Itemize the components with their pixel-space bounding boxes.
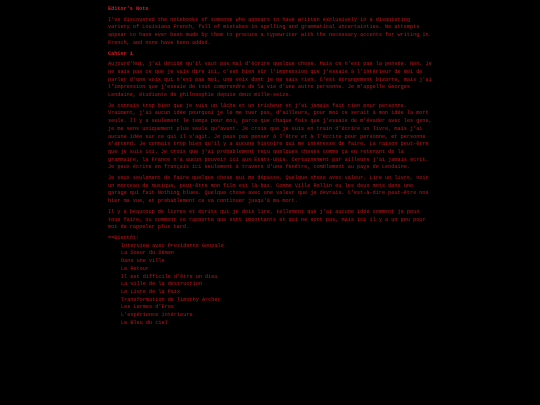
toc-item: Les Larmes d'Eros [121,304,174,311]
toc-item: Le Bleu du ciel [121,319,168,326]
toc-label: ==Bientôt: [108,234,140,241]
toc-list [108,243,434,328]
chapter-heading: Cahier 1 [108,50,133,57]
editors-note-heading: Editor's Note [108,6,149,12]
editors-note-text: I've discovered the notebooks of someone who appears to have written exclusively in a disquieting variety of Louisiana French, full of mistakes in spelling and grammatical uncertainties. No attempts appear to have ever been made by them to procure a typewriter with the necessary accents for writing in French, and none have been added. [108,16,429,46]
toc-item: Le Livre de la Paix [121,288,181,295]
toc-item: Le Retour [121,265,150,272]
toc-item: Il est difficile d'être un dieu [121,273,218,280]
toc-item: L'expérience intérieure [121,312,193,319]
paragraph-4: Il y a beaucoup de livres et écrits qui je dois lire, tellement que j'ai aucune idée comment je peux tous faire, ou comment ce rapporte que sont importants et qui ne sont pas, mais ici il y a un peu pour moi de rappeler plus tard. [108,208,426,231]
toc-item: Transformation de Timothy Archer [121,296,221,303]
toc-item: Interview avec Presidente Gonzalo [121,242,224,249]
paragraph-1: Aujourd'hui, j'ai décidé qu'il vaut pas mal d'écrire quelque chose. Mais ce n'est pas la pensée. Non. Je ne sais pas ce que je vais dire ici, c'est bien sûr l'impression que j'essaie à l'intérieur de moi de parler d'une voix qui n'est pas moi, une voix dont je ne sais rien. C'est étrangement bizarre, mais j'ai l'impression que j'essaie de tout comprendre de la vie d'une autre personne. Je m'appelle Georges Lendaine, étudiante de philosophie depuis deux mille-seize. [108,61,432,99]
text-document [108,6,434,327]
toc-item: La Soeur du Démon [121,250,174,257]
toc-item: Dans une ville [121,258,165,265]
paragraph-2: Je connais trop bien que je suis un lâche et un tricheur et j'ai jamais fait rien pour personne. Vraiment, j'ai aucun idée pourquoi je le me tuer pas, d'ailleurs, pour moi ce serait à mon idée la mort seule. Il y a seulement le temps pour moi, parce que chaque fois que j'essaie de m'évader avec les gens, je me sens uniquement plus seule qu'avant. Je crois que je suis en train d'écrire un livre, mais j'ai aucune idée sur ce qui il s'agit. Je peux pas penser à l'être et à l'écrire pour personne, et personne s'attend. Je connais trop bien qu'il y a aucune histoire qui me intéresse de faire. La raison peut-être que je suis ici. Je crois que j'ai probablement reçu quelques choses comme ça en retenant de la grammaire, la France n'a aucun pouvoir ici aux Etats-Unis. Certainement par ailleurs j'ai jamais écrit. Je peux écrire en français ici seulement à travers d'une fenêtre, comblement au pays de Lendaine. [108,102,432,171]
paragraph-3: Je veux seulement de faire quelque chose qui me dépasse. Quelque chose avec valeur. Lire un livre, voir un morceau de musique, peut-être mon film est là-bas. Comme Ville Rollin ou les deux mots dans une garage qui fait Nothing blues. Quelque chose avec une valeur que je devrais. C'est-à-dire peut-être nos hier ma vue, et probablement ce va continuer jusqu'à ma mort. [108,175,429,205]
toc-item: La ville de la destruction [121,281,202,288]
